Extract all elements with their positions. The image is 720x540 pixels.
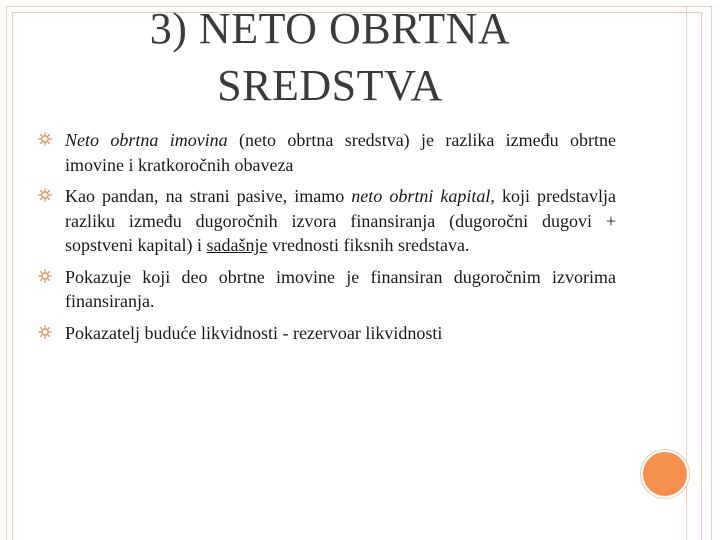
bullet-1-text: (neto obrtna sredstva) je razlika između obrtne imovine i kratkoročnih obaveza: [65, 130, 616, 175]
right-stripe: [686, 6, 687, 540]
sun-icon: [38, 188, 52, 202]
bullet-list: [38, 128, 616, 352]
bullet-item: [38, 265, 616, 314]
slide-title: [60, 0, 600, 114]
bullet-2-text-c: vrednosti fiksnih sredstava.: [267, 235, 470, 255]
sun-icon: [38, 325, 52, 339]
bullet-3-text: Pokazuje koji deo obrtne imovine je finansiran dugoročnim izvorima finansiranja.: [65, 266, 616, 311]
bullet-item: [38, 184, 616, 258]
bullet-item: [38, 128, 616, 177]
bullet-item: [38, 321, 616, 346]
bullet-2-underlined: sadašnje: [206, 235, 268, 255]
sun-icon: [38, 269, 52, 283]
title-line-2: SREDSTVA: [217, 61, 443, 110]
bullet-4-text: Pokazatelj buduće likvidnosti - rezervoar likvidnosti: [65, 322, 443, 343]
sun-icon: [38, 132, 52, 146]
title-line-1: 3) NETO OBRTNA: [149, 4, 511, 53]
bullet-2-italic: neto obrtni kapital,: [351, 186, 495, 206]
bullet-2-text-b: koji predstavlja razliku između dugoročnih izvora finansiranja (dugoročni dugovi + sopstveni kapital) i: [65, 186, 616, 255]
decorative-circle: [641, 450, 689, 498]
bullet-2-text-a: Kao pandan, na strani pasive, imamo: [65, 186, 352, 206]
bullet-1-italic: Neto obrtna imovina: [65, 130, 228, 150]
